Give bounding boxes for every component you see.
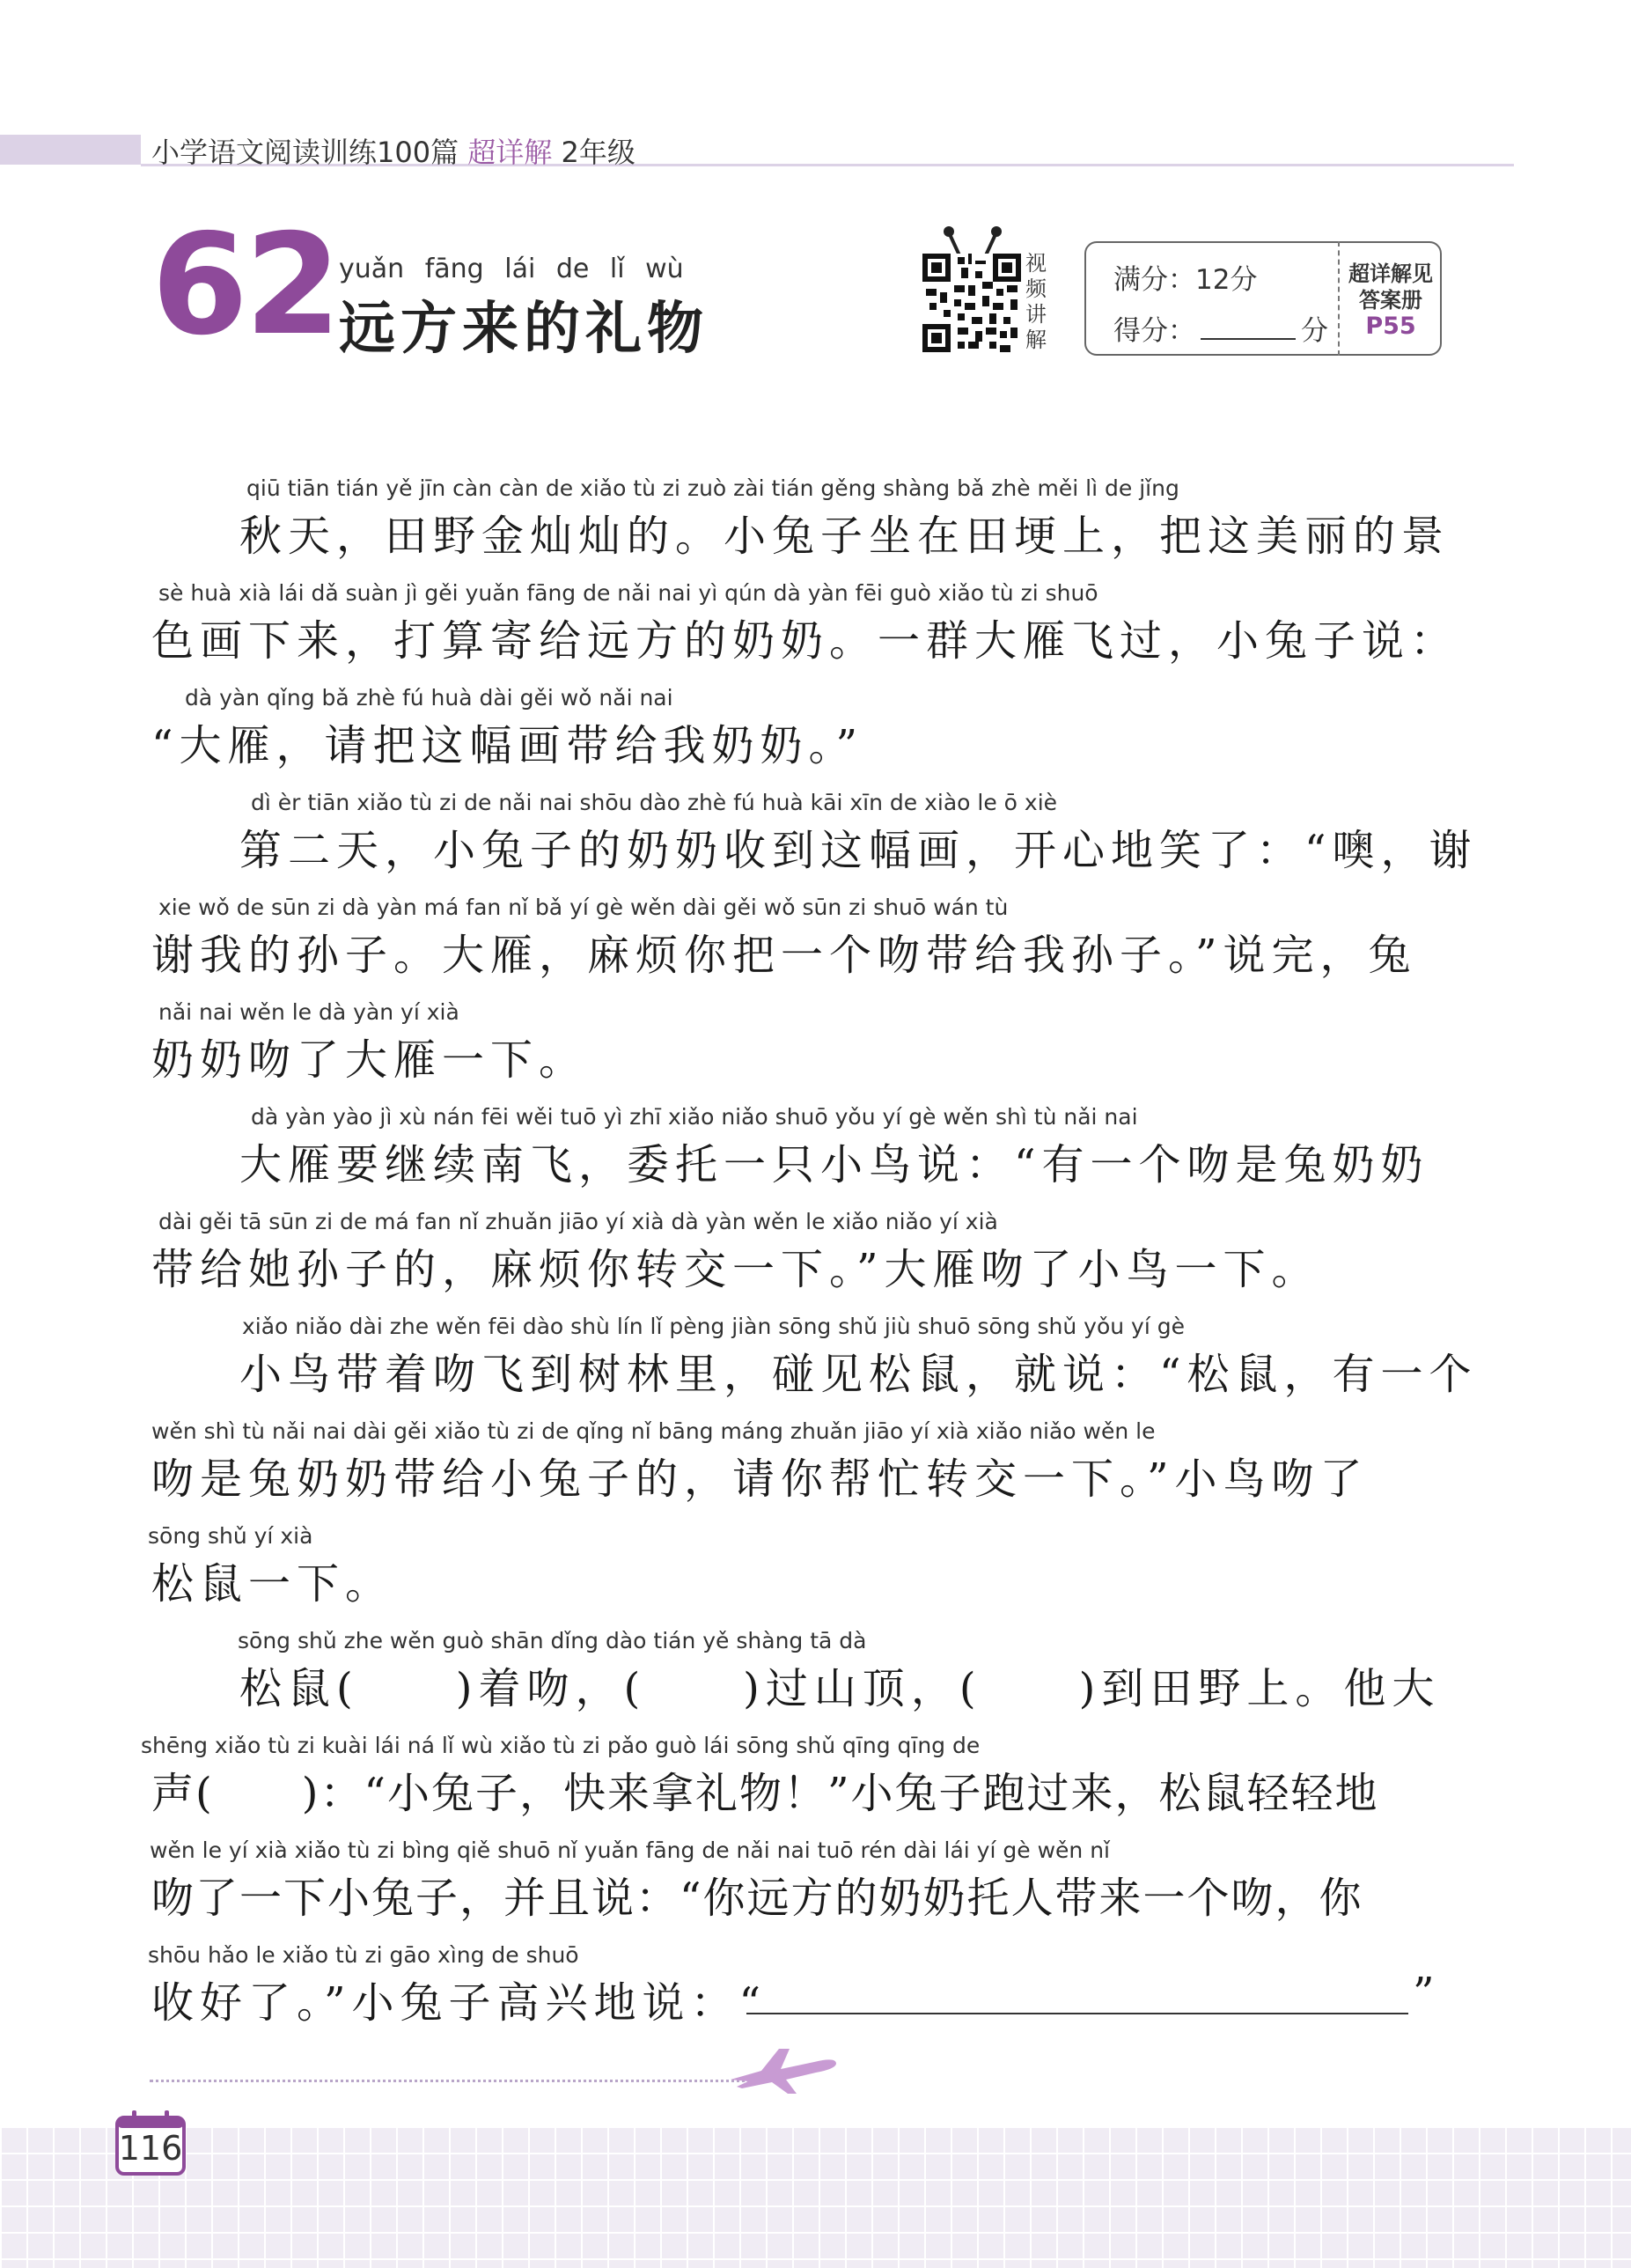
- answer-ref-line-1: 超详解见: [1348, 261, 1433, 286]
- airplane-icon: [726, 2044, 841, 2097]
- chinese-line: 奶奶吻了大雁一下。: [151, 1035, 588, 1085]
- chinese-line: 小鸟带着吻飞到树林里，碰见松鼠，就说：“松鼠，有一个: [239, 1350, 1478, 1399]
- story-line: [0, 475, 1631, 572]
- book-title-highlight: 超详解: [467, 136, 553, 169]
- answer-reference: [1341, 261, 1440, 340]
- chinese-line: 声( )：“小兔子，快来拿礼物！”小兔子跑过来，松鼠轻轻地: [151, 1769, 1379, 1818]
- pinyin-line: sè huà xià lái dǎ suàn jì gěi yuǎn fāng de nǎi nai yì qún dà yàn fēi guò xiǎo tù zi shuō: [158, 580, 1098, 606]
- full-score: 满分：12分: [1113, 264, 1258, 296]
- answer-ref-line-2: 答案册: [1359, 288, 1422, 313]
- pinyin-line: dà yàn qǐng bǎ zhè fú huà dài gěi wǒ nǎi nai: [185, 685, 673, 711]
- book-title-text: 小学语文阅读训练100篇: [151, 136, 459, 169]
- answer-page: P55: [1365, 313, 1416, 340]
- chinese-line: 第二天，小兔子的奶奶收到这幅画，开心地笑了：“噢，谢: [239, 826, 1478, 875]
- pinyin-line: qiū tiān tián yě jīn càn càn de xiǎo tù zi zuò zài tián gěng shàng bǎ zhè měi lì de jǐng: [246, 475, 1179, 501]
- pinyin-line: dà yàn yào jì xù nán fēi wěi tuō yì zhī xiǎo niǎo shuō yǒu yí gè wěn shì tù nǎi nai: [251, 1104, 1138, 1130]
- qr-label-char: 讲: [1025, 302, 1047, 327]
- book-title: [151, 130, 636, 171]
- page-number: 116: [118, 2129, 183, 2168]
- qr-label-char: 视: [1025, 251, 1047, 276]
- pinyin-line: sōng shǔ yí xià: [148, 1523, 313, 1549]
- lesson-title-pinyin: yuǎn fāng lái de lǐ wù: [339, 254, 684, 284]
- story-line: [0, 1942, 1631, 2039]
- got-score: [1113, 308, 1328, 348]
- chinese-line: 收好了。”小兔子高兴地说：“: [151, 1978, 768, 2028]
- chinese-line: 带给她孙子的，麻烦你转交一下。”大雁吻了小鸟一下。: [151, 1245, 1320, 1294]
- story-line: [0, 895, 1631, 991]
- pinyin-line: xie wǒ de sūn zi dà yàn má fan nǐ bǎ yí gè wěn dài gěi wǒ sūn zi shuō wán tù: [158, 895, 1009, 920]
- closing-quote: ”: [1413, 1969, 1441, 2018]
- book-grade: 2年级: [561, 136, 636, 169]
- lesson-number: 62: [151, 204, 338, 366]
- qr-antenna-icon: [942, 225, 1003, 257]
- pinyin-line: wěn shì tù nǎi nai dài gěi xiǎo tù zi de qǐng nǐ bāng máng zhuǎn jiāo yí xià xiǎo niǎo wěn le: [151, 1418, 1156, 1444]
- chinese-line: 大雁要继续南飞，委托一只小鸟说：“有一个吻是兔奶奶: [239, 1140, 1429, 1189]
- chinese-line: 色画下来，打算寄给远方的奶奶。一群大雁飞过，小兔子说：: [151, 616, 1459, 666]
- story-line: [0, 685, 1631, 782]
- footer-dotted-line: [150, 2080, 757, 2082]
- chinese-line: 秋天，田野金灿灿的。小兔子坐在田埂上，把这美丽的景: [239, 512, 1451, 561]
- story-line: [0, 1104, 1631, 1201]
- story-line: [0, 1523, 1631, 1620]
- got-score-label: 得分：: [1113, 315, 1195, 347]
- pinyin-line: sōng shǔ zhe wěn guò shān dǐng dào tián yě shàng tā dà: [238, 1628, 867, 1653]
- chinese-line: 吻了一下小兔子，并且说：“你远方的奶奶托人带来一个吻，你: [151, 1874, 1363, 1923]
- qr-label-char: 频: [1025, 276, 1047, 301]
- pinyin-line: dì èr tiān xiǎo tù zi de nǎi nai shōu dào zhè fú huà kāi xīn de xiào le ō xiè: [251, 790, 1058, 815]
- pinyin-line: shōu hǎo le xiǎo tù zi gāo xìng de shuō: [148, 1942, 579, 1968]
- story-line: [0, 790, 1631, 887]
- story-line: [0, 1628, 1631, 1725]
- pinyin-line: wěn le yí xià xiǎo tù zi bìng qiě shuō nǐ yuǎn fāng de nǎi nai tuō rén dài lái yí gè wěn nǐ: [150, 1837, 1110, 1863]
- got-score-blank[interactable]: [1201, 315, 1296, 340]
- story-line: [0, 1314, 1631, 1410]
- pinyin-line: shēng xiǎo tù zi kuài lái ná lǐ wù xiǎo tù zi pǎo guò lái sōng shǔ qīng qīng de: [141, 1733, 981, 1758]
- got-score-unit: 分: [1301, 315, 1328, 347]
- score-box-divider: [1338, 241, 1340, 356]
- footer-grid-background: [0, 2126, 1631, 2268]
- story-line: [0, 999, 1631, 1096]
- qr-label-char: 解: [1025, 328, 1047, 352]
- qr-code-icon[interactable]: [922, 254, 1021, 352]
- lesson-title: 远方来的礼物: [339, 297, 709, 362]
- chinese-line: 谢我的孙子。大雁，麻烦你把一个吻带给我孙子。”说完，兔: [151, 931, 1417, 980]
- answer-blank-line[interactable]: [746, 2013, 1408, 2014]
- pinyin-line: nǎi nai wěn le dà yàn yí xià: [158, 999, 459, 1025]
- story-line: [0, 1837, 1631, 1934]
- qr-label: [1025, 251, 1052, 353]
- chinese-line: 松鼠( )着吻，( )过山顶，( )到田野上。他大: [239, 1664, 1441, 1713]
- pinyin-line: dài gěi tā sūn zi de má fan nǐ zhuǎn jiāo yí xià dà yàn wěn le xiǎo niǎo yí xià: [158, 1209, 998, 1234]
- chinese-line: 吻是兔奶奶带给小兔子的，请你帮忙转交一下。”小鸟吻了: [151, 1454, 1369, 1504]
- pinyin-line: xiǎo niǎo dài zhe wěn fēi dào shù lín lǐ pèng jiàn sōng shǔ jiù shuō sōng shǔ yǒu yí gè: [242, 1314, 1185, 1339]
- story-line: [0, 1418, 1631, 1515]
- story-line: [0, 580, 1631, 677]
- chinese-line: “大雁，请把这幅画带给我奶奶。”: [151, 721, 864, 770]
- story-line: [0, 1733, 1631, 1830]
- story-line: [0, 1209, 1631, 1306]
- chinese-line: 松鼠一下。: [151, 1559, 394, 1609]
- header-accent-bar: [0, 135, 141, 165]
